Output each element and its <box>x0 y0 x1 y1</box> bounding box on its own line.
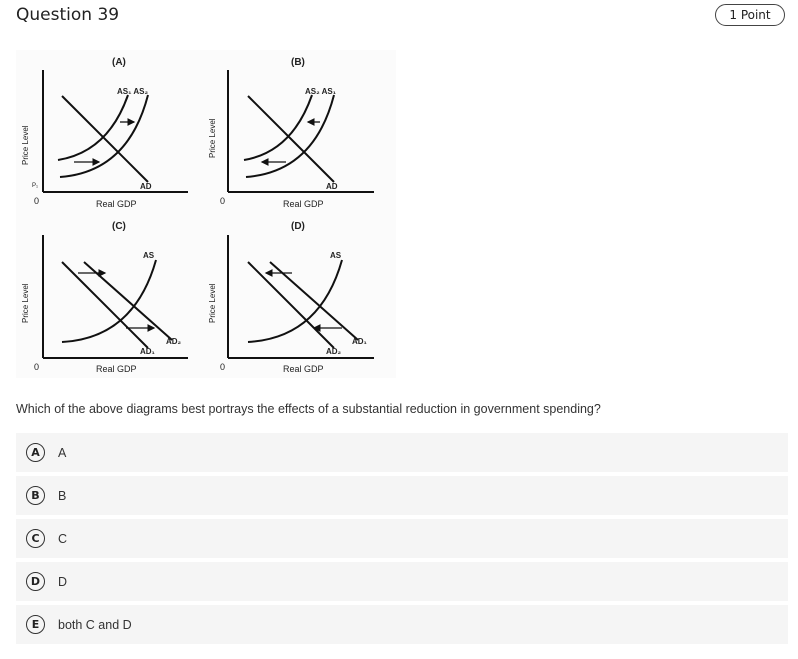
panel-d-label: (D) <box>291 221 305 232</box>
option-text: A <box>58 445 67 460</box>
panel-a-as-labels: AS₁ AS₂ <box>117 87 149 96</box>
panel-d-ad1-label: AD₁ <box>352 337 367 346</box>
panel-a-p-label: P₁ <box>32 183 39 189</box>
panel-c-ad2-label: AD₂ <box>166 337 182 346</box>
panel-b-as-labels: AS₂ AS₁ <box>305 87 337 96</box>
aggregate-supply-demand-diagrams <box>16 50 396 378</box>
panel-d-xlabel: Real GDP <box>283 364 324 374</box>
answer-option-c[interactable] <box>16 519 788 558</box>
panel-d <box>208 221 374 374</box>
answer-option-e[interactable] <box>16 605 788 644</box>
panel-c-as-curve <box>62 260 156 342</box>
panel-a-ad-label: AD <box>140 182 152 191</box>
panel-d-as-curve <box>248 260 342 342</box>
panel-c-origin: 0 <box>34 362 40 372</box>
answer-option-a[interactable] <box>16 433 788 472</box>
panel-d-as-label: AS <box>330 251 342 260</box>
panel-a-label: (A) <box>112 57 126 68</box>
question-figure <box>16 50 396 378</box>
panel-a <box>21 57 188 209</box>
panel-a-xlabel: Real GDP <box>96 199 137 209</box>
panel-b <box>208 57 374 209</box>
panel-c-label: (C) <box>112 221 126 232</box>
answer-option-d[interactable] <box>16 562 788 601</box>
panel-a-ad-curve <box>62 96 148 182</box>
question-title: Question 39 <box>16 5 120 25</box>
panel-b-label: (B) <box>291 57 305 68</box>
panel-d-origin: 0 <box>220 362 226 372</box>
question-prompt: Which of the above diagrams best portrays the effects of a substantial reduction in government spending? <box>16 402 601 416</box>
points-badge: 1 Point <box>715 4 785 26</box>
option-text: C <box>58 531 68 546</box>
answer-option-b[interactable] <box>16 476 788 515</box>
answer-options <box>16 433 788 648</box>
panel-b-ad-label: AD <box>326 182 338 191</box>
panel-c <box>21 221 188 374</box>
panel-c-ad1-label: AD₁ <box>140 347 155 356</box>
panel-d-ad2-label: AD₂ <box>326 347 342 356</box>
panel-c-xlabel: Real GDP <box>96 364 137 374</box>
panel-b-ad-curve <box>248 96 334 182</box>
option-letter-badge: D <box>26 572 45 591</box>
option-letter-badge: E <box>26 615 45 634</box>
option-letter-badge: B <box>26 486 45 505</box>
panel-b-ylabel: Price Level <box>208 118 217 158</box>
panel-b-origin: 0 <box>220 196 226 206</box>
option-letter-badge: C <box>26 529 45 548</box>
panel-b-xlabel: Real GDP <box>283 199 324 209</box>
panel-c-as-label: AS <box>143 251 155 260</box>
panel-d-ylabel: Price Level <box>208 283 217 323</box>
option-text: B <box>58 488 67 503</box>
option-letter-badge: A <box>26 443 45 462</box>
panel-a-origin: 0 <box>34 196 40 206</box>
panel-a-ylabel: Price Level <box>21 125 30 165</box>
option-text: D <box>58 574 68 589</box>
panel-c-ylabel: Price Level <box>21 283 30 323</box>
option-text: both C and D <box>58 617 132 632</box>
